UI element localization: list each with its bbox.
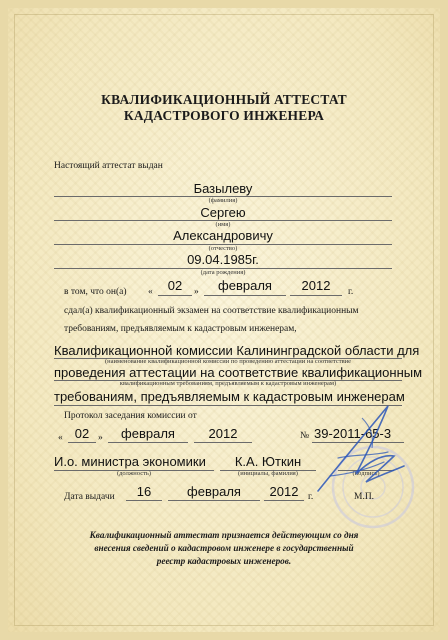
certificate-title-line2: КАДАСТРОВОГО ИНЖЕНЕРА <box>123 108 325 123</box>
exam-year-underline <box>290 295 342 296</box>
protocol-label: Протокол заседания комиссии от <box>64 411 197 421</box>
commission-line1: Квалификационной комиссии Калининградской области для <box>54 343 420 358</box>
signatory-name-value: К.А. Юткин <box>234 454 302 469</box>
issued-to-label: Настоящий аттестат выдан <box>54 161 163 171</box>
signatory-position-value: И.о. министра экономики <box>54 454 206 469</box>
footer-note-line2: внесения сведений о кадастровом инженере в государственный <box>94 543 354 553</box>
issue-year-suffix: г. <box>308 492 314 502</box>
exam-day-close-quote: » <box>194 287 199 297</box>
issue-month-value: февраля <box>187 484 241 499</box>
commission-caption1: (наименование квалификационной комиссии по проведению аттестации на соответствие <box>104 358 352 365</box>
issue-month-underline <box>168 500 260 501</box>
footer-note-line1: Квалификационный аттестат признается действующим со дня <box>89 530 359 540</box>
exam-day-open-quote: « <box>148 287 153 297</box>
birth-date-caption: (дата рождения) <box>200 269 246 276</box>
issue-year-underline <box>264 500 304 501</box>
surname-value: Базылеву <box>193 181 253 196</box>
issue-day-underline <box>126 500 162 501</box>
signature-caption: (подпись) <box>352 470 380 477</box>
protocol-year-value: 2012 <box>208 426 238 441</box>
surname-caption: (фамилия) <box>208 197 238 204</box>
protocol-number-label: № <box>300 431 310 441</box>
handwritten-signature <box>308 396 418 506</box>
patronymic-value: Александровичу <box>173 228 273 243</box>
protocol-day-close-quote: » <box>98 433 103 443</box>
commission-line2: проведения аттестации на соответствие квалификационным <box>54 365 423 380</box>
stamp-place-label: М.П. <box>354 492 375 502</box>
first-name-value: Сергею <box>200 205 246 220</box>
exam-year-suffix: г. <box>348 287 354 297</box>
protocol-day-value: 02 <box>74 426 90 441</box>
footer-note-line3: реестр кадастровых инженеров. <box>156 556 292 566</box>
name-caption: (инициалы, фамилия) <box>238 470 298 477</box>
protocol-month-underline <box>108 442 188 443</box>
protocol-day-open-quote: « <box>58 433 63 443</box>
exam-text-line1: сдал(а) квалификационный экзамен на соответствие квалификационным <box>64 306 359 316</box>
exam-day-value: 02 <box>167 278 183 293</box>
certificate-title-line1: КВАЛИФИКАЦИОННЫЙ АТТЕСТАТ <box>101 92 347 107</box>
exam-month-underline <box>204 295 286 296</box>
issue-day-value: 16 <box>136 484 152 499</box>
exam-day-underline <box>158 295 192 296</box>
exam-text-line2: требованиям, предъявляемым к кадастровым инженерам, <box>64 324 297 334</box>
protocol-month-value: февраля <box>121 426 175 441</box>
exam-month-value: февраля <box>218 278 272 293</box>
commission-line3: требованиям, предъявляемым к кадастровым инженерам <box>54 389 405 404</box>
first-name-caption: (имя) <box>215 221 231 228</box>
issue-date-label: Дата выдачи <box>64 492 115 502</box>
exam-intro-text: в том, что он(а) <box>64 287 127 297</box>
position-caption: (должность) <box>116 470 152 477</box>
protocol-day-underline <box>68 442 96 443</box>
exam-year-value: 2012 <box>301 278 331 293</box>
patronymic-caption: (отчество) <box>208 245 238 252</box>
issue-year-value: 2012 <box>269 484 299 499</box>
birth-date-value: 09.04.1985г. <box>187 252 259 267</box>
protocol-number-value: 39-2011-65-3 <box>314 426 392 441</box>
commission-caption2: квалификационным требованиям, предъявляемым к кадастровым инженерам) <box>119 380 337 387</box>
protocol-year-underline <box>194 442 252 443</box>
